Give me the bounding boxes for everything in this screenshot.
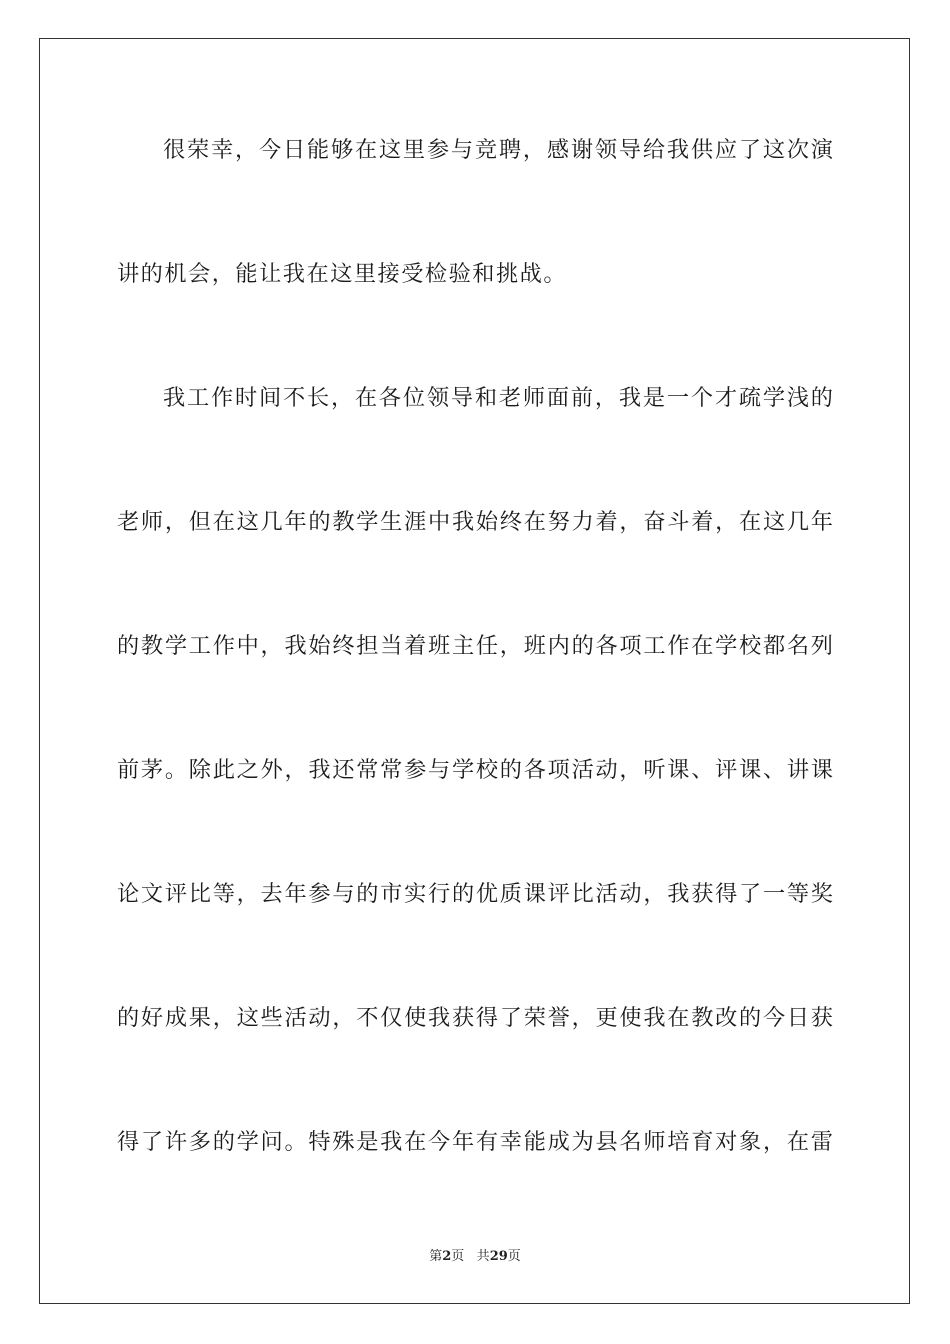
paragraph-2-line-3: 的教学工作中，我始终担当着班主任，班内的各项工作在学校都名列 (117, 633, 833, 659)
footer-page-unit: 页 (451, 1249, 465, 1264)
current-page-number: 2 (442, 1249, 452, 1264)
footer-total-prefix: 共 (476, 1249, 490, 1264)
page-border (39, 38, 910, 1304)
paragraph-1-line-1: 很荣幸，今日能够在这里参与竞聘，感谢领导给我供应了这次演 (163, 137, 833, 163)
paragraph-2-line-2: 老师，但在这几年的教学生涯中我始终在努力着，奋斗着，在这几年 (117, 509, 833, 535)
paragraph-2-line-1: 我工作时间不长，在各位领导和老师面前，我是一个才疏学浅的 (163, 385, 833, 411)
total-page-count: 29 (489, 1249, 508, 1264)
page-footer (0, 1245, 950, 1264)
footer-total-unit: 页 (507, 1249, 521, 1264)
paragraph-2-line-4: 前茅。除此之外，我还常常参与学校的各项活动，听课、评课、讲课 (117, 757, 833, 783)
paragraph-2-line-5: 论文评比等，去年参与的市实行的优质课评比活动，我获得了一等奖 (117, 881, 833, 907)
footer-prefix: 第 (429, 1249, 443, 1264)
paragraph-2-line-7: 得了许多的学问。特殊是我在今年有幸能成为县名师培育对象，在雷 (117, 1129, 833, 1155)
paragraph-1-line-2: 讲的机会，能让我在这里接受检验和挑战。 (117, 261, 568, 287)
paragraph-2-line-6: 的好成果，这些活动，不仅使我获得了荣誉，更使我在教改的今日获 (117, 1005, 833, 1031)
